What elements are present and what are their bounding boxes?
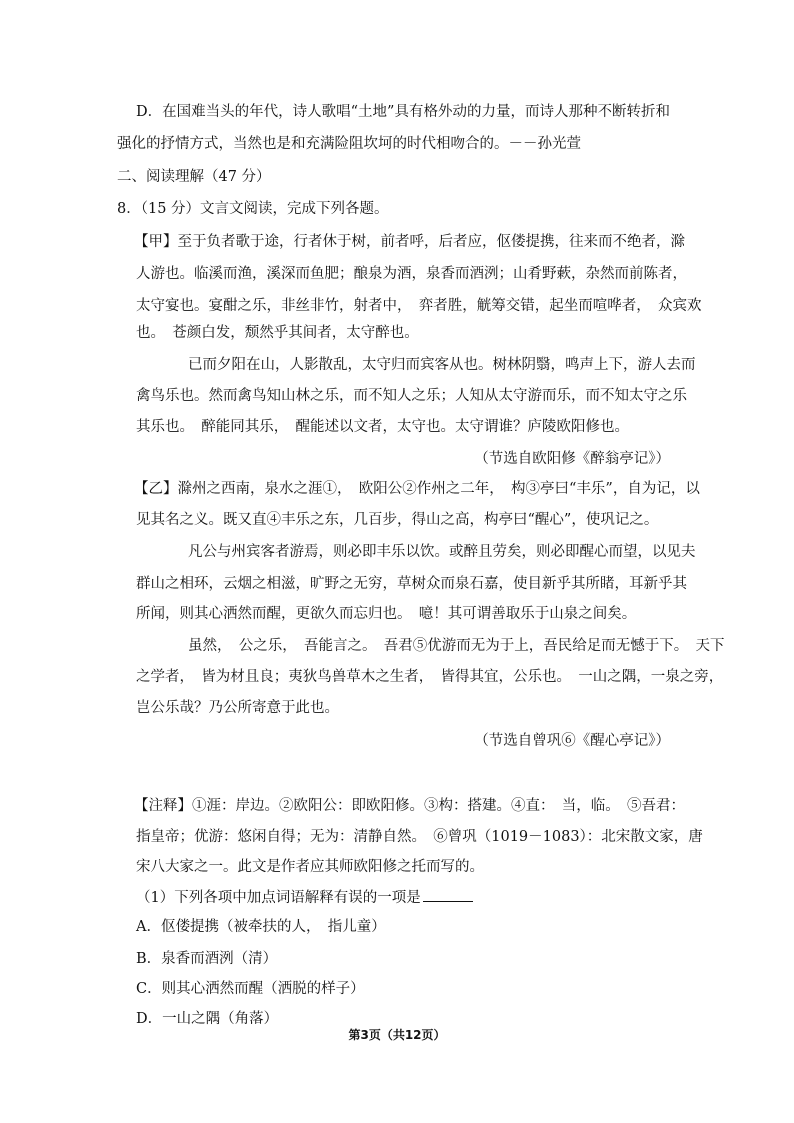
- passage-yi-line: 虽然， 公之乐， 吾能言之。 吾君⑤优游而无为于上，吾民给足而无憾于下。 天下: [188, 638, 725, 654]
- option-d-line-2: 强化的抒情方式，当然也是和充满险阻坎坷的时代相吻合的。－－孙光萱: [117, 136, 581, 152]
- passage-yi-line: 凡公与州宾客者游焉，则必即丰乐以饮。或醉且劳矣，则必即醒心而望，以见夫: [188, 544, 696, 560]
- option-d-line-1: D．在国难当头的年代，诗人歌唱“土地”具有格外动的力量，而诗人那种不断转折和: [136, 104, 670, 120]
- choice-b: B．泉香而酒洌（清）: [136, 951, 278, 967]
- passage-jia-source: （节选自欧阳修《醉翁亭记》）: [474, 451, 670, 467]
- passage-yi-source: （节选自曾巩⑥《醒心亭记》）: [474, 733, 670, 749]
- choice-d: D．一山之隅（角落）: [136, 1011, 279, 1027]
- passage-yi-line: 群山之相环，云烟之相滋，旷野之无穷，草树众而泉石嘉，使目新乎其所睹，耳新乎其: [136, 576, 687, 592]
- passage-jia-line: 其乐也。 醉能同其乐， 醒能述以文者，太守也。太守谓谁？庐陵欧阳修也。: [136, 419, 629, 435]
- question-8-heading: 8．（15 分）文言文阅读，完成下列各题。: [117, 201, 389, 217]
- passage-yi-line: 岂公乐哉？乃公所寄意于此也。: [136, 700, 339, 716]
- choice-c: C．则其心洒然而醒（洒脱的样子）: [136, 981, 365, 997]
- subquestion-1: [136, 887, 473, 908]
- passage-jia-line: 已而夕阳在山，人影散乱，太守归而宾客从也。树林阴翳，鸣声上下，游人去而: [188, 357, 696, 373]
- passage-jia-line: 太守宴也。宴酣之乐，非丝非竹，射者中， 弈者胜，觥筹交错，起坐而喧哗者， 众宾欢: [136, 298, 702, 314]
- subquestion-1-text: （1）下列各项中加点词语解释有误的一项是: [136, 890, 421, 906]
- passage-yi-line: 之学者， 皆为材且良；夷狄鸟兽草木之生者， 皆得其宜，公乐也。 一山之隅，一泉之旁，: [136, 669, 724, 685]
- passage-jia-line: 人游也。临溪而渔，溪深而鱼肥；酿泉为酒，泉香而酒洌；山肴野蔌，杂然而前陈者，: [136, 266, 687, 282]
- passage-jia-line: 【甲】至于负者歌于途，行者休于树，前者呼，后者应，伛偻提携，往来而不绝者，滁: [134, 234, 685, 250]
- annotation-line: 指皇帝；优游：悠闲自得；无为：清静自然。 ⑥曾巩（1019－1083）：北宋散文家，唐: [136, 829, 703, 845]
- passage-yi-line: 所闻，则其心洒然而醒，更欲久而忘归也。 噫！其可谓善取乐于山泉之间矣。: [136, 606, 637, 622]
- passage-jia-line: 禽鸟乐也。然而禽鸟知山林之乐，而不知人之乐；人知从太守游而乐，而不知太守之乐: [136, 388, 687, 404]
- page-footer: 第3页（共12页）: [348, 1028, 446, 1042]
- passage-jia-line: 也。 苍颜白发，颓然乎其间者，太守醉也。: [136, 325, 419, 341]
- passage-yi-line: 【乙】滁州之西南，泉水之涯①， 欧阳公②作州之二年， 构③亭曰“丰乐”，自为记，以: [134, 481, 700, 497]
- choice-a: A．伛偻提携（被牵扶的人， 指儿童）: [136, 919, 386, 935]
- passage-yi-line: 见其名之义。既又直④丰乐之东，几百步，得山之高，构亭曰“醒心”，使巩记之。: [136, 512, 659, 528]
- answer-blank[interactable]: [423, 887, 473, 902]
- section-heading: 二、阅读理解（47 分）: [117, 169, 271, 185]
- annotation-line: 宋八大家之一。此文是作者应其师欧阳修之托而写的。: [136, 859, 484, 875]
- annotation-line: 【注释】①涯：岸边。②欧阳公：即欧阳修。③构：搭建。④直： 当，临。 ⑤吾君：: [134, 798, 685, 814]
